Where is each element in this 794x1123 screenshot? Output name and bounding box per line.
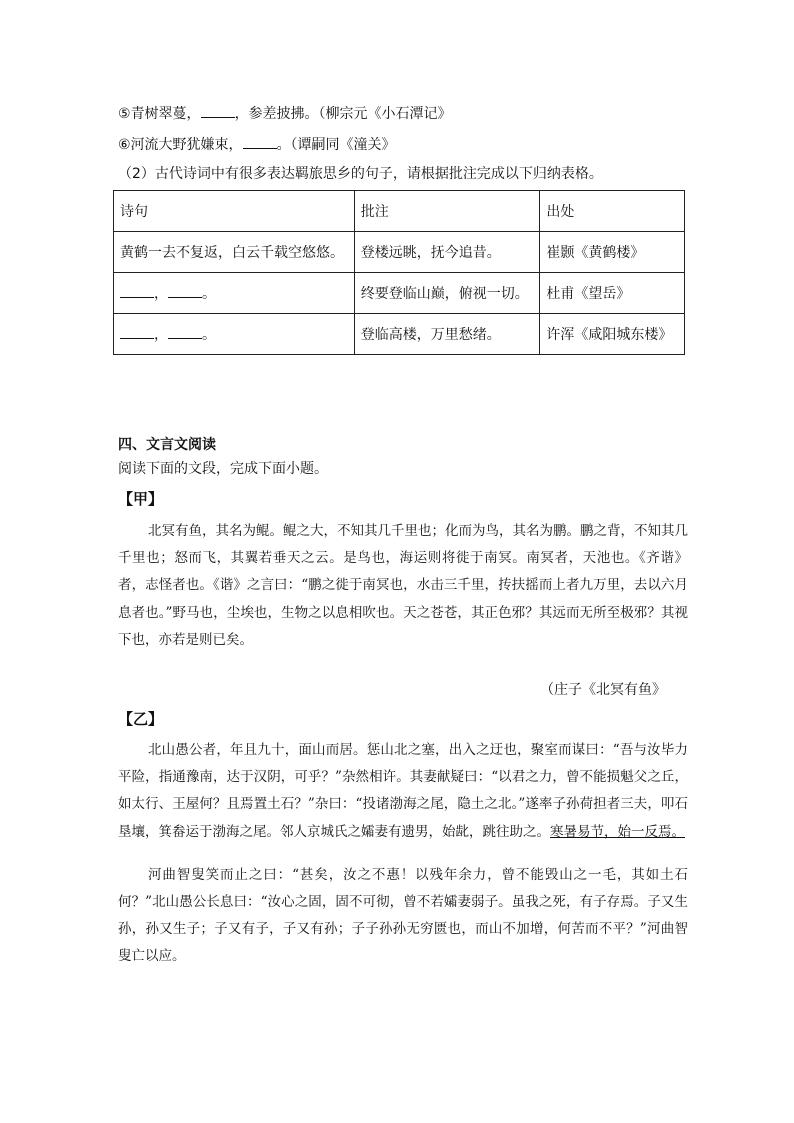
fill-item-5: [118, 103, 452, 124]
item-number: ⑤: [118, 106, 131, 122]
item-number: ⑥: [118, 137, 131, 153]
item-text-before: 河流大野犹嫌束，: [130, 137, 243, 153]
section-title: 四、文言文阅读: [118, 437, 216, 453]
table-row: [114, 232, 685, 273]
fill-item-6: [118, 134, 396, 155]
passage-jia-source: （庄子《北冥有鱼》: [540, 682, 666, 698]
source-cell: 崔颢《黄鹤楼》: [540, 232, 685, 273]
passage-yi-paragraph-2: 河曲智叟笑而止之曰：“甚矣，汝之不惠！以残年余力，曾不能毁山之一毛，其如土石何？”北山愚公长息曰：“汝心之固，固不可彻，曾不若孀妻弱子。虽我之死，有子存焉。子又生孙，孙又生子；子又有子，子又有孙；子子孙孙无穷匮也，而山不加增，何苦而不平？”河曲智叟亡以应。: [118, 866, 688, 965]
note-cell: 登楼远眺，抚今追昔。: [354, 232, 540, 273]
section-instruction: 阅读下面的文段，完成下面小题。: [118, 461, 328, 477]
item-text-after: ，参差披拂。（柳宗元《小石潭记》: [234, 106, 452, 122]
answer-blank[interactable]: [168, 283, 202, 298]
table-header-row: [114, 191, 685, 232]
poem-cell: 黄鹤一去不复返，白云千载空悠悠。: [114, 232, 355, 273]
note-cell: 登临高楼，万里愁绪。: [354, 314, 540, 355]
source-cell: 许浑《咸阳城东楼》: [540, 314, 685, 355]
separator: ，: [154, 286, 168, 302]
note-cell: 终要登临山巅，俯视一切。: [354, 273, 540, 314]
header-cell-source: 出处: [540, 191, 685, 232]
poem-cell: [114, 273, 355, 314]
passage-yi: [118, 737, 688, 971]
table-row: [114, 273, 685, 314]
header-cell-poem: 诗句: [114, 191, 355, 232]
passage-jia: [118, 518, 688, 654]
source-cell: 杜甫《望岳》: [540, 273, 685, 314]
item-text-before: 青树翠蔓，: [130, 106, 201, 122]
answer-blank[interactable]: [120, 283, 154, 298]
passage-jia-text: 北冥有鱼，其名为鲲。鲲之大，不知其几千里也；化而为鸟，其名为鹏。鹏之背，不知其几千里也；怒而飞，其翼若垂天之云。是鸟也，海运则将徙于南冥。南冥者，天池也。《齐谐》者，志怪者也。《谐》之言曰：“鹏之徙于南冥也，水击三千里，抟扶摇而上者九万里，去以六月息者也。”野马也，尘埃也，生物之以息相吹也。天之苍苍，其正色邪？其远而无所至极邪？其视下也，亦若是则已矣。: [118, 523, 688, 648]
separator: ，: [154, 327, 168, 343]
poem-cell: [114, 314, 355, 355]
paragraph-text: 北山愚公者，年且九十，面山而居。惩山北之塞，出入之迂也，聚室而谋曰：“吾与汝毕力平险，指通豫南，达于汉阴，可乎？”杂然相许。其妻献疑曰：“以君之力，曾不能损魁父之丘，如太行、王屋何？且焉置土石？”杂曰：“投诸渤海之尾，隐土之北。”遂率子孙荷担者三夫，叩石垦壤，箕畚运于渤海之尾。邻人京城氏之孀妻有遗男，始龀，跳往助之。: [118, 742, 688, 840]
passage-yi-paragraph-1: [118, 737, 688, 846]
question-2-prompt: （2）古代诗词中有很多表达羁旅思乡的句子，请根据批注完成以下归纳表格。: [118, 166, 603, 182]
period: 。: [202, 327, 216, 343]
passage-label-jia: 【甲】: [118, 490, 164, 508]
header-cell-note: 批注: [354, 191, 540, 232]
item-text-after: 。（谭嗣同《潼关》: [276, 137, 396, 153]
poem-table: [113, 190, 685, 355]
answer-blank[interactable]: [120, 324, 154, 339]
period: 。: [202, 286, 216, 302]
answer-blank[interactable]: [201, 103, 235, 118]
table-row: [114, 314, 685, 355]
underlined-sentence: 寒暑易节，始一反焉。: [550, 823, 685, 840]
answer-blank[interactable]: [168, 324, 202, 339]
passage-label-yi: 【乙】: [118, 710, 164, 728]
answer-blank[interactable]: [243, 134, 277, 149]
